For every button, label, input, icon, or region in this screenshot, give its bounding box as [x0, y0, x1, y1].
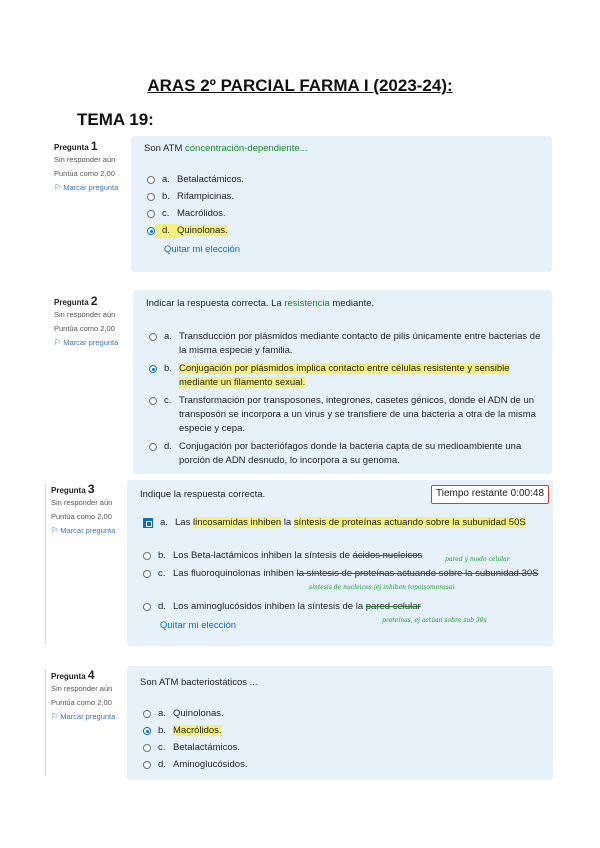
- radio-button[interactable]: [147, 193, 155, 201]
- radio-button[interactable]: [149, 397, 157, 405]
- flag-icon: ⚐: [51, 526, 59, 535]
- radio-button[interactable]: [143, 552, 151, 560]
- flag-question-link[interactable]: ⚐ Marcar pregunta: [54, 183, 119, 192]
- question-text: Son ATM bacteriostáticos ...: [140, 677, 258, 688]
- handwritten-note-b: pared y modo celular: [445, 556, 510, 563]
- question-info-3: [45, 484, 123, 644]
- radio-button[interactable]: [149, 443, 157, 451]
- question-info-4: [45, 670, 123, 776]
- question-status: Sin responder aún: [51, 498, 113, 507]
- question-panel-1: [131, 136, 552, 272]
- answer-option[interactable]: d. Conjugación por bacteriófagos donde la bacteria capta de su medioambiente una porción de ADN desnudo, lo incorpora a su genoma.: [149, 440, 542, 468]
- radio-button-checked[interactable]: [149, 365, 157, 373]
- document-title: ARAS 2º PARCIAL FARMA I (2023-24):: [147, 76, 453, 95]
- answer-option[interactable]: a. Betalactámicos.: [147, 173, 542, 187]
- clear-choice-link[interactable]: Quitar mi elección: [164, 244, 241, 255]
- flag-question-link[interactable]: ⚐ Marcar pregunta: [51, 526, 116, 535]
- question-number: 3: [87, 482, 95, 496]
- question-grade: Puntúa como 2,00: [51, 698, 112, 707]
- question-text: Son ATM concentración-dependiente...: [144, 143, 308, 154]
- radio-button[interactable]: [147, 210, 155, 218]
- question-status: Sin responder aún: [54, 155, 116, 164]
- radio-button[interactable]: [143, 603, 151, 611]
- radio-button[interactable]: [147, 176, 155, 184]
- question-panel-3: [127, 480, 553, 646]
- answer-option-selected[interactable]: a. Las lincosamidas inhiben la síntesis de proteínas actuando sobre la subunidad 50S: [143, 516, 543, 530]
- question-info-1: [54, 141, 132, 193]
- answer-option-selected[interactable]: b. Macrólidos.: [143, 724, 543, 738]
- answer-option[interactable]: c. Macrólidos.: [147, 207, 542, 221]
- answer-option[interactable]: a. Quinolonas.: [143, 707, 543, 721]
- question-grade: Puntúa como 2,00: [51, 512, 112, 521]
- radio-button-checked[interactable]: [147, 227, 155, 235]
- answer-option[interactable]: c. Las fluoroquinolonas inhiben la síntesis de proteínas actuando sobre la subunidad 30S: [143, 567, 543, 581]
- radio-button[interactable]: [149, 333, 157, 341]
- answer-option[interactable]: d. Los aminoglucósidos inhiben la síntesis de la pared celular: [143, 600, 543, 614]
- answer-option[interactable]: c. Betalactámicos.: [143, 741, 543, 755]
- radio-button[interactable]: [143, 744, 151, 752]
- question-heading: Pregunta 3: [51, 482, 95, 496]
- question-heading: Pregunta 4: [51, 668, 95, 682]
- flag-question-link[interactable]: ⚐ Marcar pregunta: [51, 712, 116, 721]
- radio-button[interactable]: [143, 761, 151, 769]
- flag-icon: ⚐: [51, 712, 59, 721]
- question-status: Sin responder aún: [51, 684, 113, 693]
- radio-button[interactable]: [143, 710, 151, 718]
- flag-icon: ⚐: [54, 338, 62, 347]
- question-text: Indique la respuesta correcta.: [140, 489, 266, 500]
- answer-option[interactable]: d. Aminoglucósidos.: [143, 758, 543, 772]
- radio-button-checked[interactable]: [143, 727, 151, 735]
- answer-option[interactable]: b. Los Beta-lactámicos inhiben la síntesis de ácidos nucleicos: [143, 549, 543, 563]
- answer-option-selected[interactable]: b. Conjugación por plásmidos implica contacto entre células resistente y sensible mediante un filamento sexual.: [149, 362, 542, 390]
- time-remaining-box: Tiempo restante 0:00:48: [431, 485, 549, 504]
- flag-question-link[interactable]: ⚐ Marcar pregunta: [54, 338, 119, 347]
- question-number: 1: [90, 139, 98, 153]
- answer-option-selected[interactable]: d. Quinolonas.: [147, 224, 542, 238]
- answer-option[interactable]: a. Transducción por plásmidos mediante contacto de pilis únicamente entre bacterias de la misma especie y familia.: [149, 330, 542, 358]
- question-heading: Pregunta 2: [54, 294, 98, 308]
- question-status: Sin responder aún: [54, 310, 116, 319]
- radio-button[interactable]: [143, 570, 151, 578]
- question-grade: Puntúa como 2,00: [54, 324, 115, 333]
- handwritten-note-d: proteínas, ej actúan sobre sub 30s: [382, 617, 487, 624]
- question-text: Indicar la respuesta correcta. La resistencia mediante.: [146, 298, 375, 309]
- question-info-2: [54, 296, 132, 348]
- answer-option[interactable]: c. Transformación por transposones, integrones, casetes génicos, donde el ADN de un transposón se incorpora a un virus y se transfiere de una bacteria a otra de la misma especie y cepa.: [149, 394, 542, 436]
- selected-checkbox-icon[interactable]: [143, 518, 153, 528]
- clear-choice-link[interactable]: Quitar mi elección: [160, 620, 237, 631]
- question-panel-4: [127, 666, 553, 780]
- question-heading: Pregunta 1: [54, 139, 98, 153]
- question-panel-2: [133, 290, 552, 474]
- flag-icon: ⚐: [54, 183, 62, 192]
- answer-option[interactable]: b. Rifampicinas.: [147, 190, 542, 204]
- handwritten-note-c: síntesis de nucleicos (ej inhiben topoisomerasa): [309, 584, 455, 591]
- question-grade: Puntúa como 2,00: [54, 169, 115, 178]
- question-number: 4: [87, 668, 95, 682]
- question-number: 2: [90, 294, 98, 308]
- section-title: TEMA 19:: [77, 110, 154, 129]
